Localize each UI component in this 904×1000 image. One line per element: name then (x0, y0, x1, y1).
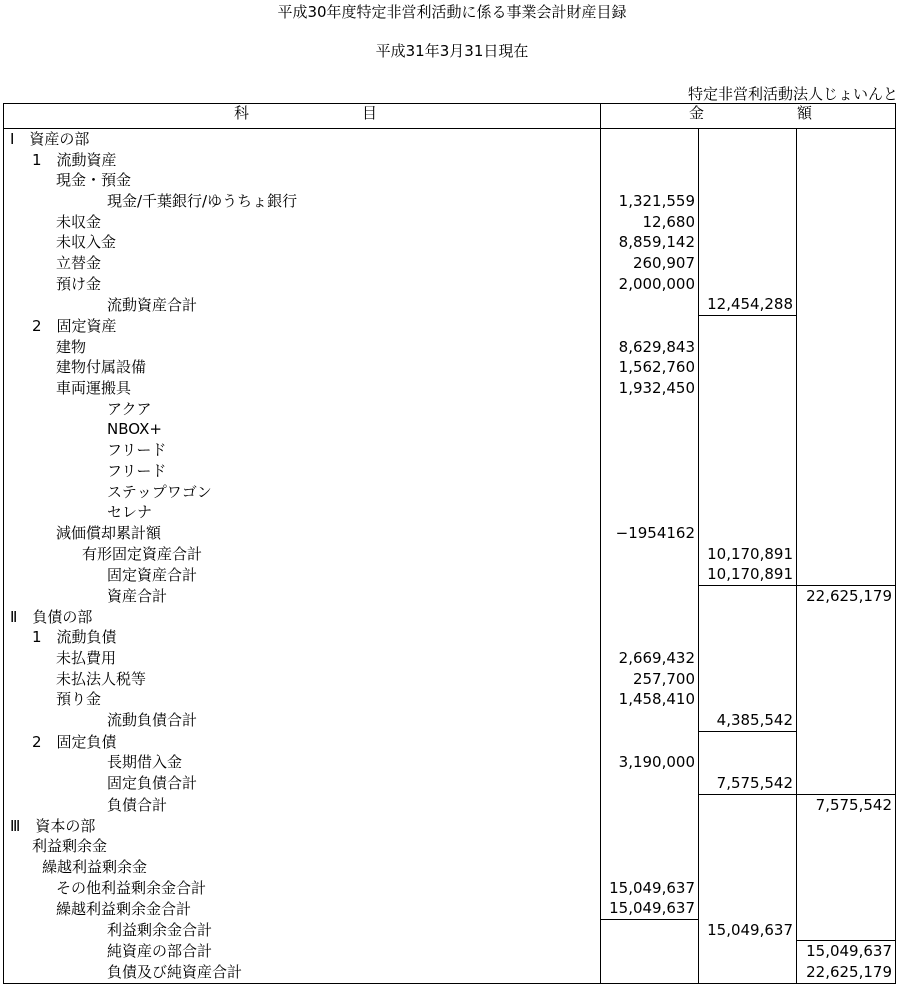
amount-col-2 (699, 878, 797, 899)
table-row (4, 461, 896, 482)
row-label: 未収金 (4, 212, 601, 233)
document-date: 平成31年3月31日現在 (375, 42, 529, 60)
table-row (4, 920, 896, 941)
amount-col-2 (699, 440, 797, 461)
amount-col-3 (797, 669, 896, 690)
header-amount (601, 104, 896, 129)
row-label: 預け金 (4, 274, 601, 295)
table-row (4, 648, 896, 669)
header-amount-char-2: 額 (797, 104, 813, 122)
table-row (4, 962, 896, 983)
amount-col-2 (699, 607, 797, 628)
row-label: 現金/千葉銀行/ゆうちょ銀行 (4, 191, 601, 212)
amount-col-2 (699, 731, 797, 752)
amount-col-1: 1,458,410 (601, 690, 699, 711)
amount-col-3 (797, 836, 896, 857)
table-row (4, 358, 896, 379)
amount-col-2 (699, 253, 797, 274)
row-label: 減価償却累計額 (4, 523, 601, 544)
row-label: 預り金 (4, 690, 601, 711)
amount-col-3 (797, 129, 896, 150)
amount-col-1 (601, 316, 699, 337)
amount-col-3 (797, 607, 896, 628)
row-label: 1 流動負債 (4, 628, 601, 649)
header-subject-char-2: 目 (362, 104, 378, 122)
amount-col-1 (601, 941, 699, 962)
row-label: 現金・預金 (4, 170, 601, 191)
row-label: 建物 (4, 337, 601, 358)
table-row (4, 502, 896, 523)
amount-col-1: 1,562,760 (601, 358, 699, 379)
amount-col-2 (699, 898, 797, 919)
amount-col-2 (699, 586, 797, 607)
row-label: Ⅱ 負債の部 (4, 607, 601, 628)
amount-col-1 (601, 482, 699, 503)
row-label: 繰越利益剰余金 (4, 857, 601, 878)
table-row (4, 399, 896, 420)
amount-col-1 (601, 962, 699, 983)
row-label: 1 流動資産 (4, 150, 601, 171)
amount-col-3: 7,575,542 (797, 795, 896, 816)
row-label: 利益剰余金合計 (4, 920, 601, 941)
organization-name: 特定非営利活動法人じょいんと (687, 85, 898, 103)
table-row (4, 607, 896, 628)
amount-col-3 (797, 523, 896, 544)
row-label: 2 固定資産 (4, 316, 601, 337)
table-row (4, 564, 896, 585)
amount-col-2 (699, 150, 797, 171)
amount-col-3: 22,625,179 (797, 962, 896, 983)
amount-col-1 (601, 628, 699, 649)
table-row (4, 898, 896, 919)
row-label: セレナ (4, 502, 601, 523)
row-label: 長期借入金 (4, 753, 601, 774)
amount-col-1: 260,907 (601, 253, 699, 274)
table-row (4, 253, 896, 274)
amount-col-3 (797, 170, 896, 191)
row-label: 未払法人税等 (4, 669, 601, 690)
amount-col-1: 15,049,637 (601, 898, 699, 919)
table-row (4, 731, 896, 752)
amount-col-1: 257,700 (601, 669, 699, 690)
amount-col-3 (797, 690, 896, 711)
amount-col-1 (601, 564, 699, 585)
row-label: フリード (4, 440, 601, 461)
row-label: 資産合計 (4, 586, 601, 607)
row-label: 固定負債合計 (4, 773, 601, 794)
amount-col-1 (601, 836, 699, 857)
amount-col-1 (601, 586, 699, 607)
table-row (4, 753, 896, 774)
amount-col-3 (797, 378, 896, 399)
amount-col-3 (797, 316, 896, 337)
amount-col-1: 8,859,142 (601, 232, 699, 253)
row-label: 建物付属設備 (4, 358, 601, 379)
amount-col-1: 3,190,000 (601, 753, 699, 774)
amount-col-3: 15,049,637 (797, 941, 896, 962)
amount-col-1 (601, 731, 699, 752)
amount-col-2 (699, 461, 797, 482)
amount-col-3 (797, 816, 896, 837)
header-subject-char-1: 科 (234, 104, 250, 122)
amount-col-2 (699, 232, 797, 253)
amount-col-2 (699, 191, 797, 212)
amount-col-3 (797, 898, 896, 919)
amount-col-1 (601, 773, 699, 794)
asset-inventory-table (3, 103, 896, 984)
amount-col-2 (699, 628, 797, 649)
amount-col-1: −1954162 (601, 523, 699, 544)
amount-col-2 (699, 857, 797, 878)
amount-col-2 (699, 316, 797, 337)
table-row (4, 628, 896, 649)
amount-col-1: 1,321,559 (601, 191, 699, 212)
amount-col-1 (601, 607, 699, 628)
amount-col-2 (699, 482, 797, 503)
amount-col-1 (601, 420, 699, 441)
amount-col-2 (699, 836, 797, 857)
amount-col-2 (699, 816, 797, 837)
row-label: その他利益剰余金合計 (4, 878, 601, 899)
amount-col-1 (601, 795, 699, 816)
amount-col-2: 10,170,891 (699, 544, 797, 565)
amount-col-3 (797, 461, 896, 482)
amount-col-2: 15,049,637 (699, 920, 797, 941)
amount-col-3 (797, 710, 896, 731)
amount-col-3 (797, 150, 896, 171)
amount-col-1 (601, 399, 699, 420)
amount-col-3 (797, 253, 896, 274)
table-row (4, 710, 896, 731)
row-label: Ⅲ 資本の部 (4, 816, 601, 837)
amount-col-3 (797, 753, 896, 774)
amount-col-2 (699, 690, 797, 711)
amount-col-2 (699, 420, 797, 441)
amount-col-3 (797, 440, 896, 461)
amount-col-1 (601, 544, 699, 565)
amount-col-2 (699, 337, 797, 358)
row-label: 未収入金 (4, 232, 601, 253)
row-label: 未払費用 (4, 648, 601, 669)
row-label: 有形固定資産合計 (4, 544, 601, 565)
row-label: 負債及び純資産合計 (4, 962, 601, 983)
amount-col-1: 1,932,450 (601, 378, 699, 399)
amount-col-1 (601, 920, 699, 941)
table-row (4, 523, 896, 544)
amount-col-1 (601, 857, 699, 878)
amount-col-2: 7,575,542 (699, 773, 797, 794)
amount-col-1 (601, 816, 699, 837)
amount-col-2 (699, 378, 797, 399)
amount-col-2 (699, 129, 797, 150)
amount-col-2 (699, 962, 797, 983)
table-row (4, 232, 896, 253)
row-label: Ⅰ 資産の部 (4, 129, 601, 150)
amount-col-2 (699, 212, 797, 233)
amount-col-3 (797, 564, 896, 585)
row-label: 流動資産合計 (4, 295, 601, 316)
amount-col-2 (699, 170, 797, 191)
amount-col-1 (601, 150, 699, 171)
table-row (4, 586, 896, 607)
amount-col-1: 12,680 (601, 212, 699, 233)
amount-col-1 (601, 295, 699, 316)
amount-col-1: 15,049,637 (601, 878, 699, 899)
amount-col-1 (601, 129, 699, 150)
table-row (4, 191, 896, 212)
amount-col-1: 2,000,000 (601, 274, 699, 295)
table-row (4, 836, 896, 857)
row-label: 立替金 (4, 253, 601, 274)
amount-col-2 (699, 274, 797, 295)
amount-col-3 (797, 502, 896, 523)
amount-col-3 (797, 358, 896, 379)
table-row (4, 544, 896, 565)
table-row (4, 274, 896, 295)
amount-col-3 (797, 399, 896, 420)
row-label: ステップワゴン (4, 482, 601, 503)
row-label: 車両運搬具 (4, 378, 601, 399)
table-row (4, 337, 896, 358)
amount-col-2: 4,385,542 (699, 710, 797, 731)
amount-col-2 (699, 358, 797, 379)
amount-col-2: 10,170,891 (699, 564, 797, 585)
row-label: 2 固定負債 (4, 731, 601, 752)
amount-col-1 (601, 440, 699, 461)
row-label: 利益剰余金 (4, 836, 601, 857)
amount-col-1 (601, 710, 699, 731)
amount-col-2 (699, 648, 797, 669)
table-row (4, 129, 896, 150)
amount-col-3 (797, 857, 896, 878)
row-label: フリード (4, 461, 601, 482)
row-label: 固定資産合計 (4, 564, 601, 585)
amount-col-3 (797, 878, 896, 899)
table-row (4, 857, 896, 878)
table-row (4, 482, 896, 503)
amount-col-2 (699, 753, 797, 774)
amount-col-3 (797, 482, 896, 503)
header-amount-char-1: 金 (689, 104, 705, 122)
amount-col-2 (699, 669, 797, 690)
amount-col-3 (797, 731, 896, 752)
amount-col-2 (699, 399, 797, 420)
row-label: 流動負債合計 (4, 710, 601, 731)
amount-col-1 (601, 170, 699, 191)
amount-col-3 (797, 295, 896, 316)
amount-col-3 (797, 920, 896, 941)
table-row (4, 878, 896, 899)
table-row (4, 316, 896, 337)
table-row (4, 440, 896, 461)
amount-col-2 (699, 795, 797, 816)
amount-col-3 (797, 628, 896, 649)
table-row (4, 773, 896, 794)
amount-col-3: 22,625,179 (797, 586, 896, 607)
amount-col-3 (797, 337, 896, 358)
table-row (4, 378, 896, 399)
table-header-row (4, 104, 896, 129)
amount-col-2 (699, 941, 797, 962)
table-row (4, 669, 896, 690)
row-label: 繰越利益剰余金合計 (4, 898, 601, 919)
table-row (4, 816, 896, 837)
table-row (4, 150, 896, 171)
table-row (4, 420, 896, 441)
amount-col-3 (797, 191, 896, 212)
row-label: NBOX+ (4, 420, 601, 441)
amount-col-1: 2,669,432 (601, 648, 699, 669)
table-row (4, 795, 896, 816)
amount-col-3 (797, 274, 896, 295)
header-subject (4, 104, 601, 129)
row-label: 純資産の部合計 (4, 941, 601, 962)
document-title: 平成30年度特定非営利活動に係る事業会計財産目録 (277, 3, 627, 21)
row-label: アクア (4, 399, 601, 420)
table-row (4, 941, 896, 962)
amount-col-3 (797, 420, 896, 441)
table-row (4, 170, 896, 191)
amount-col-1: 8,629,843 (601, 337, 699, 358)
row-label: 負債合計 (4, 795, 601, 816)
amount-col-3 (797, 648, 896, 669)
amount-col-3 (797, 544, 896, 565)
table-row (4, 212, 896, 233)
amount-col-3 (797, 212, 896, 233)
amount-col-3 (797, 232, 896, 253)
amount-col-1 (601, 502, 699, 523)
amount-col-2: 12,454,288 (699, 295, 797, 316)
amount-col-2 (699, 523, 797, 544)
table-row (4, 295, 896, 316)
table-row (4, 690, 896, 711)
amount-col-2 (699, 502, 797, 523)
amount-col-1 (601, 461, 699, 482)
amount-col-3 (797, 773, 896, 794)
